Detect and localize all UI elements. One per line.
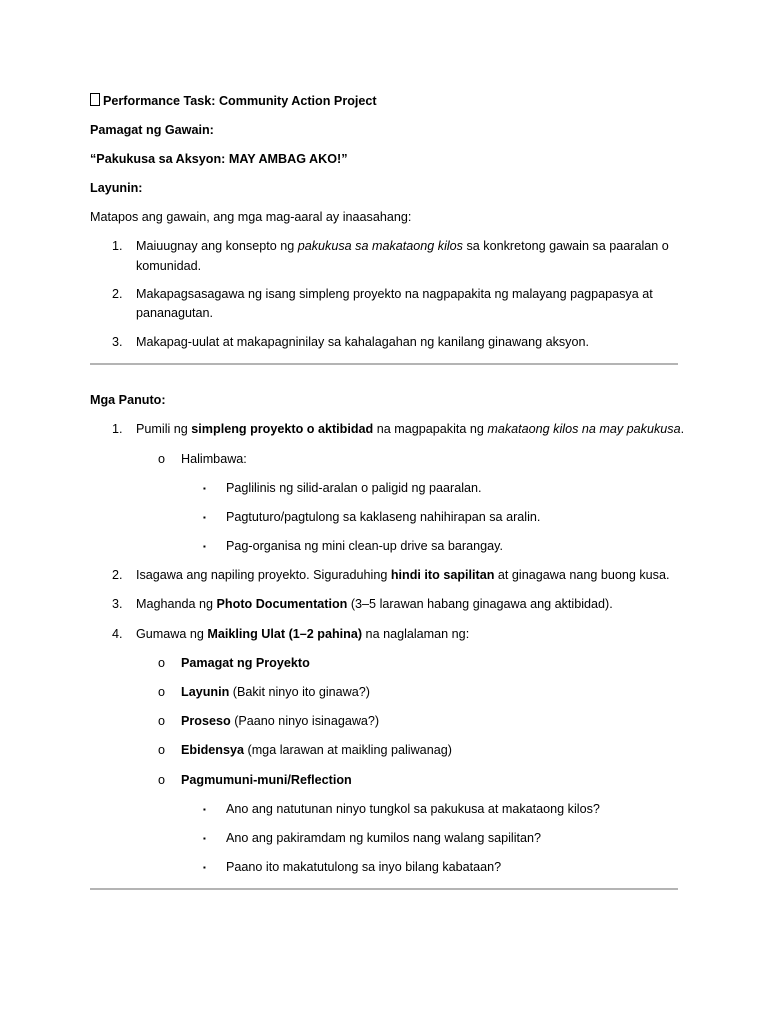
circle-bullet: o — [158, 656, 166, 670]
list-number: 1. — [112, 239, 123, 253]
pamagat-value: “Pakukusa sa Aksyon: MAY AMBAG AKO!” — [90, 152, 348, 166]
report-item: Layunin (Bakit ninyo ito ginawa?) — [181, 685, 370, 699]
objective-text: Makapagsasagawa ng isang simpleng proyekto na nagpapakita ng malayang pagpapasya at — [136, 287, 653, 301]
list-number: 4. — [112, 627, 123, 641]
square-bullet: ▪ — [203, 484, 206, 493]
circle-bullet: o — [158, 452, 166, 466]
circle-bullet: o — [158, 773, 166, 787]
panuto-label: Mga Panuto: — [90, 393, 166, 407]
circle-bullet: o — [158, 714, 166, 728]
reflection-question: Ano ang pakiramdam ng kumilos nang walang sapilitan? — [226, 831, 542, 845]
step-3-text: Maghanda ng Photo Documentation (3–5 larawan habang ginagawa ang aktibidad). — [136, 597, 613, 611]
objective-text-cont: pananagutan. — [136, 306, 214, 320]
reflection-question: Paano ito makatutulong sa inyo bilang kabataan? — [226, 860, 502, 874]
missing-glyph-icon — [90, 93, 100, 106]
intro-text: Matapos ang gawain, ang mga mag-aaral ay inaasahang: — [90, 210, 412, 224]
square-bullet: ▪ — [203, 834, 206, 843]
list-number: 2. — [112, 568, 123, 582]
list-number: 1. — [112, 422, 123, 436]
step-2-text: Isagawa ang napiling proyekto. Siguraduhing hindi ito sapilitan at ginagawa nang buong kusa. — [136, 568, 670, 582]
report-item: Pamagat ng Proyekto — [181, 656, 310, 670]
objective-text: Maiuugnay ang konsepto ng pakukusa sa makataong kilos sa konkretong gawain sa paaralan o — [136, 239, 669, 253]
step-4-text: Gumawa ng Maikling Ulat (1–2 pahina) na naglalaman ng: — [136, 627, 470, 641]
example-item: Paglilinis ng silid-aralan o paligid ng paaralan. — [226, 481, 482, 495]
square-bullet: ▪ — [203, 542, 206, 551]
example-item: Pagtuturo/pagtulong sa kaklaseng nahihirapan sa aralin. — [226, 510, 541, 524]
layunin-label: Layunin: — [90, 181, 143, 195]
square-bullet: ▪ — [203, 805, 206, 814]
list-number: 2. — [112, 287, 123, 301]
halimbawa-label: Halimbawa: — [181, 452, 247, 466]
report-item: Ebidensya (mga larawan at maikling paliwanag) — [181, 743, 452, 757]
report-item: Pagmumuni-muni/Reflection — [181, 773, 352, 787]
reflection-question: Ano ang natutunan ninyo tungkol sa pakukusa at makataong kilos? — [226, 802, 600, 816]
objective-text: Makapag-uulat at makapagninilay sa kahalagahan ng kanilang ginawang aksyon. — [136, 335, 589, 349]
square-bullet: ▪ — [203, 863, 206, 872]
list-number: 3. — [112, 597, 123, 611]
square-bullet: ▪ — [203, 513, 206, 522]
list-number: 3. — [112, 335, 123, 349]
pamagat-label: Pamagat ng Gawain: — [90, 123, 214, 137]
horizontal-rule — [90, 363, 678, 365]
example-item: Pag-organisa ng mini clean-up drive sa barangay. — [226, 539, 503, 553]
circle-bullet: o — [158, 685, 166, 699]
objective-text-cont: komunidad. — [136, 259, 202, 273]
step-1-text: Pumili ng simpleng proyekto o aktibidad na magpapakita ng makataong kilos na may pakukusa. — [136, 422, 685, 436]
horizontal-rule — [90, 888, 678, 890]
task-title: Performance Task: Community Action Project — [90, 92, 377, 111]
circle-bullet: o — [158, 743, 166, 757]
report-item: Proseso (Paano ninyo isinagawa?) — [181, 714, 380, 728]
